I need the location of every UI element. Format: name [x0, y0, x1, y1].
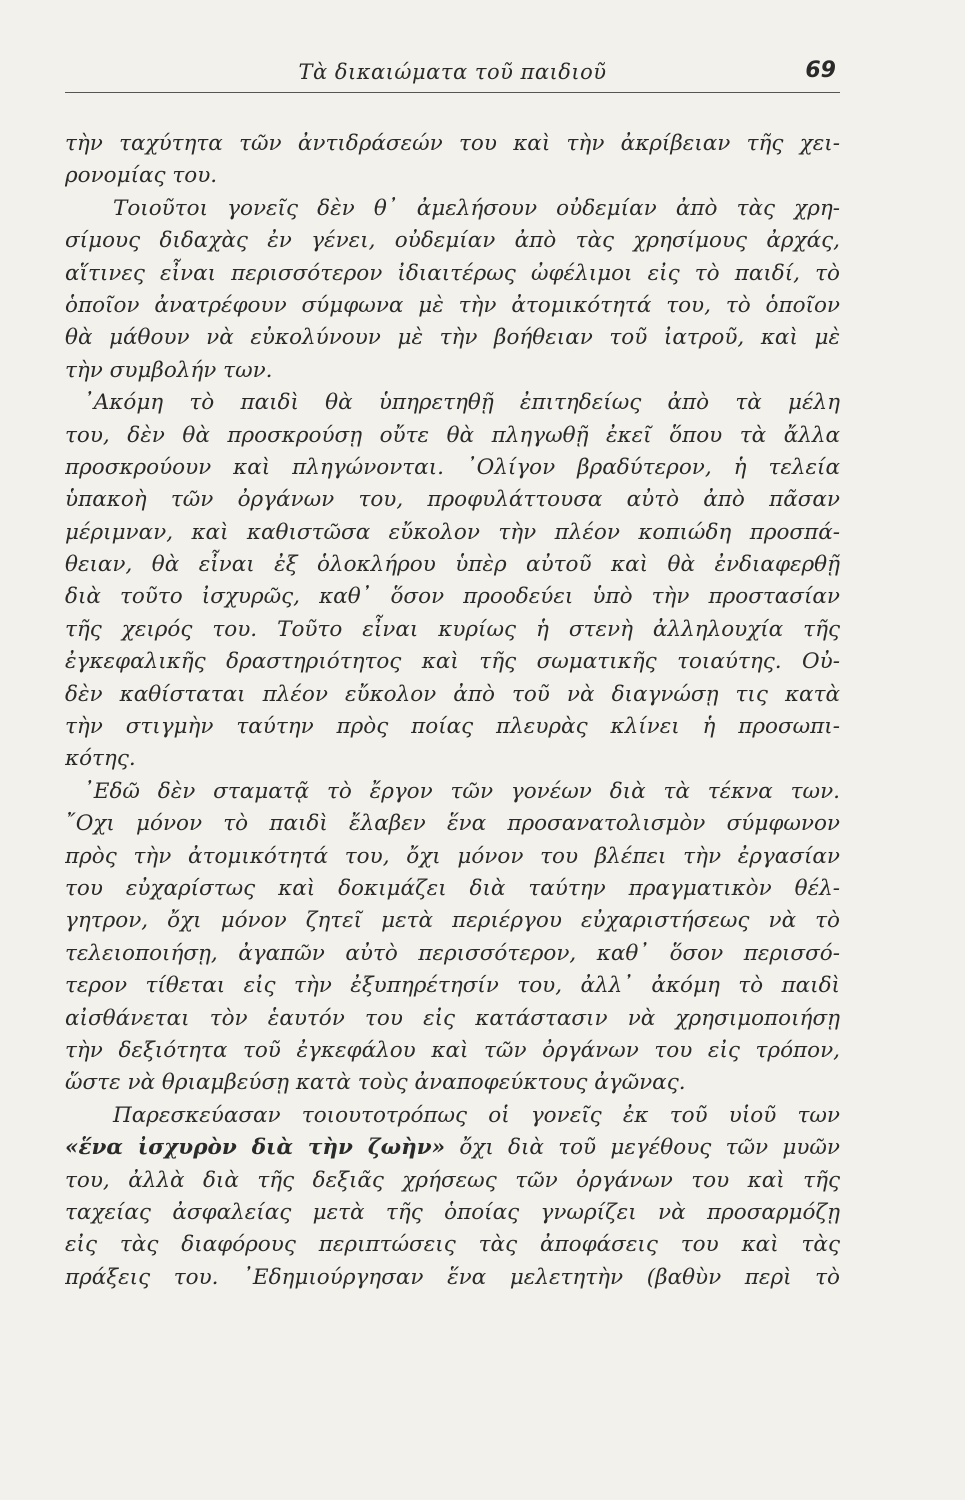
- text-line: ᾽Εδῶ δὲν σταματᾷ τὸ ἔργον τῶν γονέων διὰ τὰ τέκνα των.: [83, 778, 840, 804]
- text-line: κότης.: [65, 746, 136, 772]
- text-line: πρὸς τὴν ἀτομικότητά του, ὄχι μόνον του βλέπει τὴν ἐργασίαν: [65, 843, 840, 869]
- text-line: θειαν, θὰ εἶναι ἐξ ὁλοκλήρου ὑπὲρ αὐτοῦ καὶ θὰ ἐνδιαφερθῇ: [65, 552, 840, 578]
- text-line: του εὐχαρίστως καὶ δοκιμάζει διὰ ταύτην πραγματικὸν θέλ-: [65, 875, 840, 901]
- text-line: προσκρούουν καὶ πληγώνονται. ᾽Ολίγον βραδύτερον, ἡ τελεία: [65, 454, 840, 480]
- page-number: 69: [805, 58, 836, 83]
- text-line: του, δὲν θὰ προσκρούσῃ οὔτε θὰ πληγωθῇ ἐκεῖ ὅπου τὰ ἄλλα: [65, 422, 840, 448]
- text-line: πράξεις του. ᾽Εδημιούργησαν ἕνα μελετητὴν (βαθὺν περὶ τὸ: [65, 1264, 840, 1290]
- text-line: του, ἀλλὰ διὰ τῆς δεξιᾶς χρήσεως τῶν ὀργάνων του καὶ τῆς: [65, 1167, 840, 1193]
- text-line: ὁποῖον ἀνατρέφουν σύμφωνα μὲ τὴν ἀτομικότητά του, τὸ ὁποῖον: [65, 292, 840, 318]
- text-line: τελειοποιήσῃ, ἀγαπῶν αὐτὸ περισσότερον, καθ᾽ ὅσον περισσό-: [65, 940, 840, 966]
- text-line: ἐγκεφαλικῆς δραστηριότητος καὶ τῆς σωματικῆς τοιαύτης. Οὐ-: [65, 649, 840, 675]
- emphasized-phrase: «ἕνα ἰσχυρὸν διὰ τὴν ζωὴν»: [65, 1135, 446, 1161]
- text-line: θὰ μάθουν νὰ εὐκολύνουν μὲ τὴν βοήθειαν τοῦ ἰατροῦ, καὶ μὲ: [65, 325, 840, 351]
- text-line-with-emphasis: [65, 1132, 840, 1164]
- text-line: εἰς τὰς διαφόρους περιπτώσεις τὰς ἀποφάσεις του καὶ τὰς: [65, 1232, 840, 1258]
- text-line: τὴν δεξιότητα τοῦ ἐγκεφάλου καὶ τῶν ὀργάνων του εἰς τρόπον,: [65, 1037, 840, 1063]
- text-line: διὰ τοῦτο ἰσχυρῶς, καθ᾽ ὅσον προοδεύει ὑπὸ τὴν προστασίαν: [65, 584, 840, 610]
- text-line: ρονομίας του.: [65, 163, 218, 189]
- text-line: γητρον, ὄχι μόνον ζητεῖ μετὰ περιέργου εὐχαριστήσεως νὰ τὸ: [65, 908, 840, 934]
- text-line: τῆς χειρός του. Τοῦτο εἶναι κυρίως ἡ στενὴ ἀλληλουχία τῆς: [65, 616, 840, 642]
- text-line: μέριμναν, καὶ καθιστῶσα εὔκολον τὴν πλέον κοπιώδη προσπά-: [65, 519, 840, 545]
- text-line: τὴν συμβολήν των.: [65, 357, 273, 383]
- text-line: ταχείας ἀσφαλείας μετὰ τῆς ὁποίας γνωρίζει νὰ προσαρμόζῃ: [65, 1199, 840, 1225]
- text-line: ὑπακοὴ τῶν ὀργάνων του, προφυλάττουσα αὐτὸ ἀπὸ πᾶσαν: [65, 487, 840, 513]
- text-line: σίμους διδαχὰς ἐν γένει, οὐδεμίαν ἀπὸ τὰς χρησίμους ἀρχάς,: [65, 228, 840, 254]
- text-line: Παρεσκεύασαν τοιουτοτρόπως οἱ γονεῖς ἐκ τοῦ υἱοῦ των: [113, 1102, 840, 1128]
- text-line: αἰσθάνεται τὸν ἑαυτόν του εἰς κατάστασιν νὰ χρησιμοποιήσῃ: [65, 1005, 840, 1031]
- text-line: τὴν ταχύτητα τῶν ἀντιδράσεών του καὶ τὴν ἀκρίβειαν τῆς χει-: [65, 131, 840, 156]
- text-line: Τοιοῦτοι γονεῖς δὲν θ᾽ ἀμελήσουν οὐδεμίαν ἀπὸ τὰς χρη-: [113, 195, 840, 221]
- running-title: Τὰ δικαιώματα τοῦ παιδιοῦ: [298, 60, 607, 84]
- text-line: ᾽Ακόμη τὸ παιδὶ θὰ ὑπηρετηθῇ ἐπιτηδείως ἀπὸ τὰ μέλη: [83, 390, 840, 416]
- text-line: τὴν στιγμὴν ταύτην πρὸς ποίας πλευρὰς κλίνει ἡ προσωπι-: [65, 714, 840, 740]
- text-line: ῎Οχι μόνον τὸ παιδὶ ἔλαβεν ἕνα προσανατολισμὸν σύμφωνον: [65, 811, 840, 837]
- text-line: δὲν καθίσταται πλέον εὔκολον ἀπὸ τοῦ νὰ διαγνώσῃ τις κατὰ: [65, 681, 840, 707]
- text-segment: ὄχι διὰ τοῦ μεγέθους τῶν μυῶν: [445, 1135, 840, 1161]
- text-line: αἵτινες εἶναι περισσότερον ἰδιαιτέρως ὠφέλιμοι εἰς τὸ παιδί, τὸ: [65, 260, 840, 286]
- body-text: [65, 128, 840, 1294]
- running-header: [65, 58, 840, 93]
- text-line: τερον τίθεται εἰς τὴν ἐξυπηρέτησίν του, ἀλλ᾽ ἀκόμη τὸ παιδὶ: [65, 973, 840, 999]
- text-line: ὥστε νὰ θριαμβεύσῃ κατὰ τοὺς ἀναποφεύκτους ἀγῶνας.: [65, 1070, 686, 1096]
